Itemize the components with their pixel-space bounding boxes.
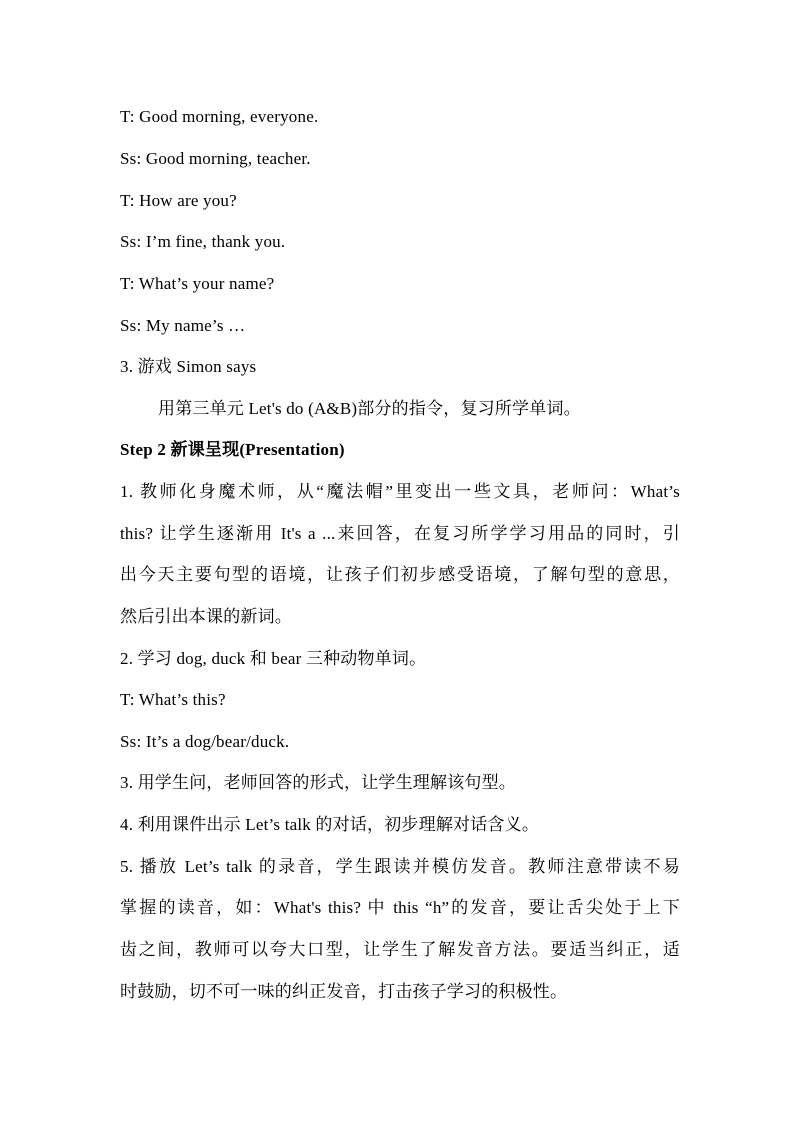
paragraph-1-line-3: 出今天主要句型的语境，让孩子们初步感受语境，了解句型的意思， xyxy=(120,565,680,584)
dialogue-2-line-1: T: What’s this? xyxy=(120,690,226,709)
paragraph-5-line-4: 时鼓励，切不可一味的纠正发音，打击孩子学习的积极性。 xyxy=(120,982,568,1001)
dialogue-line-5: T: What’s your name? xyxy=(120,274,275,293)
item-3-description: 用第三单元 Let's do (A&B)部分的指令，复习所学单词。 xyxy=(158,399,581,418)
paragraph-2: 2. 学习 dog, duck 和 bear 三种动物单词。 xyxy=(120,649,427,668)
paragraph-5-line-2: 掌握的读音，如：What's this? 中 this “h”的发音，要让舌尖处于上下 xyxy=(120,898,680,917)
dialogue-line-6: Ss: My name’s … xyxy=(120,316,246,335)
item-3-title: 3. 游戏 Simon says xyxy=(120,357,257,376)
step-2-heading: Step 2 新课呈现(Presentation) xyxy=(120,440,345,459)
paragraph-5-line-3: 齿之间，教师可以夸大口型，让学生了解发音方法。要适当纠正，适 xyxy=(120,940,680,959)
dialogue-2-line-2: Ss: It’s a dog/bear/duck. xyxy=(120,732,290,751)
dialogue-line-3: T: How are you? xyxy=(120,191,237,210)
paragraph-1-line-1: 1. 教师化身魔术师，从“魔法帽”里变出一些文具，老师问：What’s xyxy=(120,482,680,501)
paragraph-4: 4. 利用课件出示 Let’s talk 的对话，初步理解对话含义。 xyxy=(120,815,540,834)
paragraph-1-line-4: 然后引出本课的新词。 xyxy=(120,607,292,626)
dialogue-line-4: Ss: I’m fine, thank you. xyxy=(120,232,286,251)
dialogue-line-1: T: Good morning, everyone. xyxy=(120,107,319,126)
paragraph-3: 3. 用学生问，老师回答的形式，让学生理解该句型。 xyxy=(120,773,516,792)
paragraph-5-line-1: 5. 播放 Let’s talk 的录音，学生跟读并模仿发音。教师注意带读不易 xyxy=(120,857,680,876)
dialogue-line-2: Ss: Good morning, teacher. xyxy=(120,149,311,168)
paragraph-1-line-2: this? 让学生逐渐用 It's a ...来回答，在复习所学学习用品的同时，引 xyxy=(120,524,680,543)
